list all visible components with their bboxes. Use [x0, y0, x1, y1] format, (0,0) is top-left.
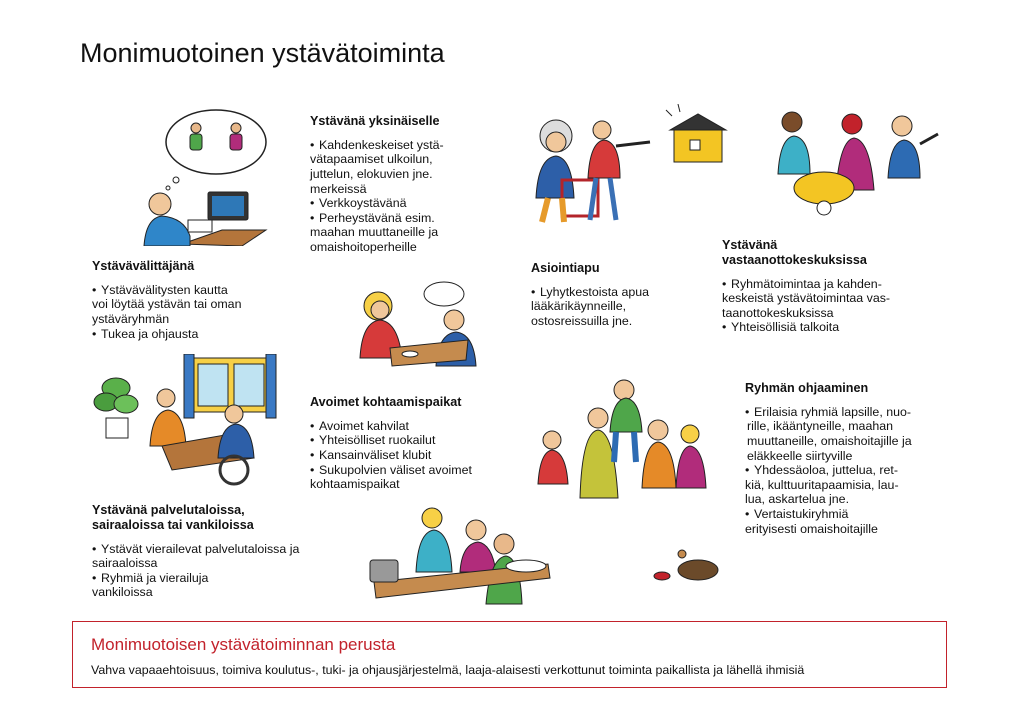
harvest-talkoot-illustration	[770, 104, 940, 220]
table-wheelchair-illustration	[142, 354, 278, 486]
elderly-walker-errand-illustration	[512, 108, 662, 228]
list-item: • Yhdessäoloa, juttelua, ret-	[745, 463, 912, 478]
list-item: ostosreissuilla jne.	[531, 313, 633, 328]
list-item: vankiloissa	[92, 585, 153, 600]
section-heading	[722, 238, 890, 268]
section-yksinaiselle	[310, 114, 444, 255]
section-valittaja	[92, 259, 241, 341]
list-item: erityisesti omaishoitajille	[745, 521, 878, 536]
section-palvelutalot	[92, 503, 299, 600]
list-item: omaishoitoperheille	[310, 239, 417, 254]
list-item: keskeistä ystävätoimintaa vas-	[722, 291, 891, 306]
list-item: • Vertaistukiryhmiä	[745, 507, 912, 522]
list-item: • Kansainväliset klubit	[310, 448, 472, 463]
list-item: kiä, kulttuuritapaamisia, lau-	[745, 477, 899, 492]
section-ohjaaminen	[745, 381, 912, 536]
list-item: kohtaamispaikat	[310, 477, 400, 492]
list-item: • Tukea ja ohjausta	[92, 327, 241, 342]
heading-line: Ystävänä	[722, 238, 778, 252]
heading-line: Ystävänä palvelutaloissa,	[92, 503, 245, 517]
house-icon	[664, 104, 732, 168]
list-item: • Avoimet kahvilat	[310, 419, 472, 434]
list-item: • Yhteisölliset ruokailut	[310, 433, 472, 448]
list-item: ystäväryhmän	[92, 311, 170, 326]
footer-box	[72, 621, 947, 688]
section-heading: Ystävänä yksinäiselle	[310, 114, 440, 128]
cafe-counter-illustration	[366, 500, 556, 612]
list-item: juttelun, elokuvien jne.	[310, 166, 433, 181]
list-item: • Sukupolvien väliset avoimet	[310, 463, 472, 478]
heading-line: sairaaloissa tai vankiloissa	[92, 517, 254, 532]
footer-title: Monimuotoisen ystävätoiminnan perusta	[91, 635, 396, 654]
section-heading: Ryhmän ohjaaminen	[745, 381, 869, 395]
section-heading: Asiointiapu	[531, 261, 600, 275]
list-item: • Perheystävänä esim.	[310, 211, 444, 226]
list-item: lääkärikäynneille,	[531, 299, 627, 314]
list-item: sairaaloissa	[92, 556, 158, 571]
page-title: Monimuotoinen ystävätoiminta	[80, 38, 445, 68]
list-item: muuttaneille, omaishoitajille ja	[747, 433, 912, 448]
list-item: vätapaamiset ulkoilun,	[310, 152, 433, 167]
section-kohtaamispaikat	[310, 395, 472, 492]
list-item: • Lyhytkestoista apua	[531, 285, 649, 300]
list-item: • Verkkoystävänä	[310, 196, 444, 211]
person-on-phone-laptop-illustration	[132, 106, 272, 246]
list-item: • Kahdenkeskeiset ystä-	[310, 138, 444, 153]
list-item: rille, ikääntyneille, maahan	[747, 419, 894, 434]
group-of-people-illustration	[534, 378, 714, 502]
section-vastaanotto	[722, 238, 890, 335]
list-item: voi löytää ystävän tai oman	[92, 297, 242, 312]
list-item: • Ryhmätoimintaa ja kahden-	[722, 277, 890, 292]
list-item: • Ryhmiä ja vierailuja	[92, 571, 299, 586]
section-heading	[92, 503, 299, 533]
list-item: lua, askartelua jne.	[745, 492, 850, 507]
list-item: eläkkeelle siirtyville	[747, 448, 853, 463]
list-item: • Erilaisia ryhmiä lapsille, nuo-	[745, 405, 912, 420]
list-item: • Yhteisöllisiä talkoita	[722, 320, 890, 335]
list-item: • Ystävät vierailevat palvelutaloissa ja	[92, 542, 299, 557]
hedgehog-icon	[652, 546, 722, 584]
section-heading: Ystävävälittäjänä	[92, 259, 195, 273]
section-asiointiapu	[531, 261, 649, 329]
list-item: maahan muuttaneille ja	[310, 225, 439, 240]
section-heading: Avoimet kohtaamispaikat	[310, 395, 462, 409]
list-item: • Ystävävälitysten kautta	[92, 283, 241, 298]
plant-icon	[92, 370, 142, 442]
list-item: taanottokeskuksissa	[722, 305, 834, 320]
heading-line: vastaanottokeskuksissa	[722, 252, 867, 267]
list-item: merkeissä	[310, 181, 367, 196]
footer-text: Vahva vapaaehtoisuus, toimiva koulutus-, tuki- ja ohjausjärjestelmä, laaja-alaisesti verkottunut toiminta paikallista ja lähellä ihmisiä	[91, 663, 805, 677]
coffee-chat-illustration	[350, 278, 486, 370]
